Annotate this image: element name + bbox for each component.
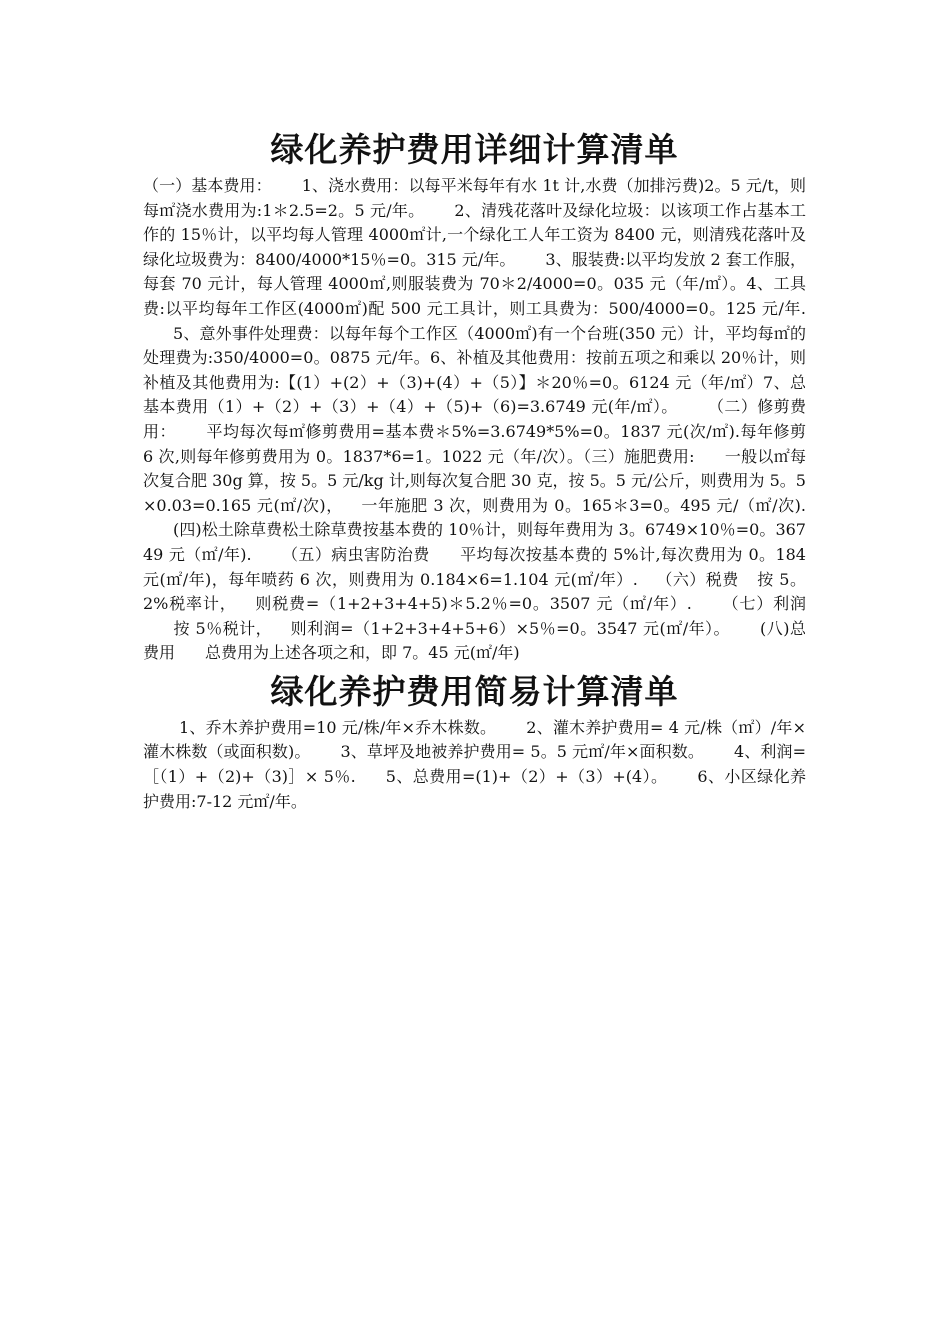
detailed-item: 松土除草费按基本费的 10％计，则每年费用为 3。6749×10％=0。36749 元（㎡/年). <box>143 520 806 564</box>
detailed-item: 一年施肥 3 次，则费用为 0。165＊3=0。495 元/（㎡/次). <box>360 495 806 515</box>
document-content <box>143 128 806 814</box>
detailed-item: 总费用为上述各项之和，即 7。45 元(㎡/年) <box>205 643 520 663</box>
detailed-item: 6、补植及其他费用：按前五项之和乘以 20％计，则补植及其他费用为:【(1）+(2）+（3)+(4）+（5）】＊20％=0。6124 元（年/㎡）7、总基本费用（1）+（2）+（3）+（4）+（5)+（6)=3.6749 元(年/㎡）。 <box>143 348 806 417</box>
simple-item: 6、小区绿化养护费用:7-12 元㎡/年。 <box>143 767 806 811</box>
detailed-item: 3、服装费:以平均发放 2 套工作服，每套 70 元计，每人管理 4000㎡,则服装费为 70＊2/4000=0。035 元（年/㎡）。 <box>143 249 806 294</box>
detailed-item: 按 5。2%税率计， <box>143 569 806 614</box>
detailed-item: （七）利润 <box>721 594 806 614</box>
detailed-item: 一般以㎡每次复合肥 30g 算，按 5。5 元/kg 计,则每次复合肥 30 克，按 5。5 元/公斤，则费用为 5。5×0.03=0.165 元(㎡/次)， <box>143 446 806 515</box>
detailed-item: （六）税费 <box>655 569 739 589</box>
detailed-item: 2、清残花落叶及绿化垃圾：以该项工作占基本工作的 15％计，以平均每人管理 4000㎡计,一个绿化工人年工资为 8400 元，则清残花落叶及绿化垃圾费为：8400/4000*15％=0。315 元/年。 <box>143 200 806 269</box>
simple-item: 1、乔木养护费用=10 元/株/年×乔木株数。 <box>179 717 497 737</box>
detailed-item: 1、浇水费用：以每平米每年有水 1t 计,水费（加排污费)2。5 元/t，则每㎡浇水费用为:1＊2.5=2。5 元/年。 <box>143 176 806 220</box>
detailed-item: 按 5％税计， <box>173 618 273 638</box>
detailed-item: （一）基本费用： <box>143 176 272 195</box>
detailed-item: 5、意外事件处理费：以每年每个工作区（4000㎡)有一个台班(350 元）计，平均每㎡的处理费为:350/4000=0。0875 元/年。 <box>143 323 806 368</box>
simple-title: 绿化养护费用简易计算清单 <box>270 671 679 711</box>
detailed-item: （五）病虫害防治费 <box>281 544 430 564</box>
detailed-item: 则税费=（1+2+3+4+5)＊5.2％=0。3507 元（㎡/年）. <box>254 594 692 614</box>
simple-item: 5、总费用=(1)+（2）+（3）+(4）。 <box>385 767 668 787</box>
detailed-item: 平均每次按基本费的 5%计,每次费用为 0。184 元(㎡/年)，每年喷药 6 次，则费用为 0.184×6=1.104 元(㎡/年）. <box>143 544 806 589</box>
detailed-item: (八)总费用 <box>143 618 806 663</box>
simple-item: 2、灌木养护费用= 4 元/株（㎡）/年×灌木株数（或面积数)。 <box>143 717 806 762</box>
simple-body <box>143 716 806 814</box>
detailed-item: 则利润=（1+2+3+4+5+6）×5％=0。3547 元(㎡/年）。 <box>290 618 731 638</box>
detailed-title: 绿化养护费用详细计算清单 <box>270 130 679 169</box>
detailed-item: （三）施肥费用: <box>583 446 695 466</box>
detailed-body <box>143 174 806 666</box>
detailed-item: (四)松土除草费 <box>173 520 283 540</box>
detailed-item: 4、工具费:以平均每年工作区(4000㎡)配 500 元工具计，则工具费为：500/4000=0。125 元/年. <box>143 274 806 318</box>
simple-item: 4、利润=［（1）+（2)+（3)］× 5％. <box>143 742 806 787</box>
detailed-item: （二）修剪费用： <box>143 397 806 441</box>
detailed-item: 平均每次每㎡修剪费用=基本费＊5%=3.6749*5%=0。1837 元(次/㎡).每年修剪 6 次,则每年修剪费用为 0。1837*6=1。1022 元（年/次）。 <box>143 421 806 466</box>
simple-item: 3、草坪及地被养护费用= 5。5 元㎡/年×面积数。 <box>340 742 704 762</box>
